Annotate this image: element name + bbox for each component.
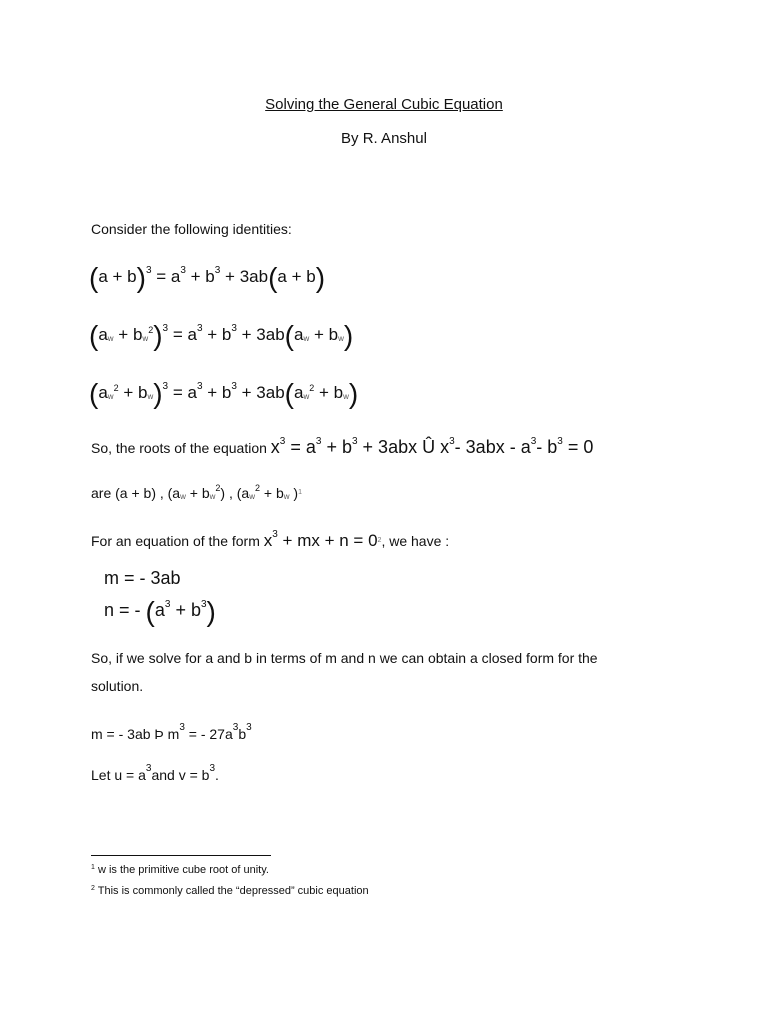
exponent: 3 — [145, 265, 152, 276]
author-line: By R. Anshul — [341, 130, 427, 147]
identity-1-rhs-b: + b — [185, 267, 215, 286]
identity-2-factor-a: a — [294, 325, 304, 344]
omega-symbol: w — [107, 334, 114, 343]
document-title: Solving the General Cubic Equation — [265, 96, 503, 113]
footnote-number: 2 — [91, 885, 95, 892]
close-paren: ) — [315, 262, 326, 293]
let-mid: and v = b — [151, 767, 210, 783]
identity-1-lhs: a + b — [98, 267, 137, 286]
exponent: 3 — [557, 436, 563, 447]
exponent: 3 — [351, 436, 358, 447]
form-lead-text: For an equation of the form — [91, 533, 264, 549]
identity-3-rhs-b: + b — [202, 383, 232, 402]
footnote-divider — [91, 855, 271, 856]
m-equation: m = - 3ab — [104, 568, 181, 588]
n-lead: n = - — [104, 600, 146, 620]
form-rest: + mx + n = 0 — [277, 531, 378, 550]
roots-lead-text: So, the roots of the equation — [91, 440, 271, 456]
open-paren: ( — [284, 378, 294, 409]
close-paren: ) — [153, 320, 163, 351]
identity-2 — [89, 322, 353, 350]
omega-symbol: w — [107, 392, 114, 401]
solve-paragraph-line-2: solution. — [91, 678, 144, 694]
let-lead: Let u = a — [91, 767, 146, 783]
omega-symbol: w — [303, 392, 310, 401]
exponent: 3 — [209, 763, 216, 774]
implies-symbol: Û — [417, 437, 441, 457]
exponent: 3 — [164, 599, 171, 610]
roots-minus-terms: - 3abx - a — [454, 437, 531, 457]
roots-x: x — [270, 437, 280, 457]
exponent: 3 — [530, 436, 537, 447]
exponent: 2 — [215, 483, 221, 493]
identity-2-rhs-3ab: + 3ab — [236, 325, 285, 344]
n-plus-b: + b — [170, 600, 201, 620]
exponent: 3 — [196, 381, 203, 392]
close-paren: ) — [348, 378, 359, 409]
exponent: 3 — [196, 323, 203, 334]
omega-symbol: w — [343, 392, 349, 401]
identity-2-rhs-b: + b — [202, 325, 232, 344]
exponent: 3 — [232, 722, 239, 733]
omega-symbol: w — [249, 492, 255, 501]
open-paren: ( — [145, 596, 155, 627]
exponent: 2 — [148, 325, 154, 335]
exponent: 3 — [231, 323, 237, 334]
n-equation — [104, 598, 216, 626]
roots-minus-b: - b — [536, 437, 558, 457]
identity-3-factor-a: a — [294, 383, 304, 402]
footnote-1 — [91, 864, 269, 876]
omega-symbol: w — [147, 392, 154, 401]
open-paren: ( — [89, 320, 99, 351]
identity-2-plus-b: + b — [113, 325, 143, 344]
identity-2-rhs-a: = a — [172, 325, 197, 344]
footnote-text: This is commonly called the “depressed” cubic equation — [94, 885, 369, 897]
exponent: 2 — [113, 383, 119, 393]
form-tail-text: , we have : — [381, 533, 450, 549]
omega-symbol: w — [209, 492, 216, 501]
roots-list-lead: are (a + b) , (a — [91, 485, 181, 501]
exponent: 3 — [315, 436, 322, 447]
identity-1-factor: a + b — [277, 267, 316, 286]
open-paren: ( — [89, 378, 99, 409]
footnote-ref-2: 2 — [377, 537, 382, 544]
identity-2-factor-b: + b — [309, 325, 339, 344]
roots-plus-b: + b — [321, 437, 352, 457]
identity-3 — [89, 380, 358, 408]
omega-symbol: w — [303, 334, 310, 343]
solve-paragraph-line-1: So, if we solve for a and b in terms of m and n we can obtain a closed form for the — [91, 650, 598, 666]
close-paren: ) — [343, 320, 354, 351]
exponent: 3 — [231, 381, 237, 392]
roots-x2: x — [440, 437, 450, 457]
identity-1 — [89, 264, 325, 292]
footnote-2 — [91, 885, 369, 897]
omega-symbol: w — [338, 334, 344, 343]
n-a: a — [154, 600, 165, 620]
open-paren: ( — [89, 262, 99, 293]
exponent: 3 — [179, 722, 185, 733]
form-x: x — [263, 531, 273, 550]
intro-text: Consider the following identities: — [91, 221, 292, 237]
roots-list-mid: ) , (a — [220, 485, 250, 501]
exponent: 3 — [246, 722, 252, 733]
m-cube-line — [91, 722, 252, 742]
close-paren: ) — [206, 596, 216, 627]
exponent: 3 — [162, 381, 169, 392]
exponent: 3 — [272, 529, 278, 540]
identity-3-rhs-a: = a — [172, 383, 197, 402]
roots-list-plus-b-2: + b — [260, 485, 284, 501]
form-line — [91, 529, 449, 551]
identity-2-a: a — [98, 325, 108, 344]
close-paren: ) — [153, 378, 163, 409]
exponent: 3 — [279, 436, 286, 447]
open-paren: ( — [284, 320, 294, 351]
m-cube-b: b — [238, 726, 247, 742]
identity-1-rhs-3ab: + 3ab — [220, 267, 269, 286]
close-paren: ) — [136, 262, 146, 293]
m-cube-lead: m = - 3ab Þ m — [91, 726, 180, 742]
exponent: 2 — [254, 483, 260, 493]
omega-symbol: w — [180, 492, 186, 501]
omega-symbol: w — [283, 492, 290, 501]
identity-3-rhs-3ab: + 3ab — [236, 383, 285, 402]
open-paren: ( — [268, 262, 278, 293]
roots-zero: = 0 — [562, 437, 594, 457]
roots-line — [91, 436, 593, 458]
roots-list-plus-b: + b — [185, 485, 210, 501]
roots-eq-a: = a — [285, 437, 316, 457]
exponent: 3 — [162, 323, 169, 334]
m-cube-rest: = - 27a — [184, 726, 233, 742]
exponent: 3 — [180, 265, 186, 276]
identity-3-plus-b: + b — [118, 383, 148, 402]
roots-list-line — [91, 483, 302, 501]
roots-list-close: ) — [289, 485, 299, 501]
roots-3abx: + 3abx — [357, 437, 418, 457]
exponent: 3 — [449, 436, 455, 447]
omega-symbol: w — [142, 334, 149, 343]
exponent: 3 — [214, 265, 221, 276]
identity-3-a: a — [98, 383, 108, 402]
footnote-text: w is the primitive cube root of unity. — [94, 864, 269, 876]
exponent: 3 — [145, 763, 152, 774]
identity-1-rhs-a: = a — [156, 267, 181, 286]
footnote-number: 1 — [91, 864, 95, 871]
footnote-ref-1: 1 — [298, 489, 302, 496]
exponent: 3 — [200, 599, 207, 610]
exponent: 2 — [309, 383, 315, 393]
identity-3-factor-b: + b — [314, 383, 344, 402]
let-line — [91, 763, 219, 783]
let-end: . — [215, 767, 219, 783]
